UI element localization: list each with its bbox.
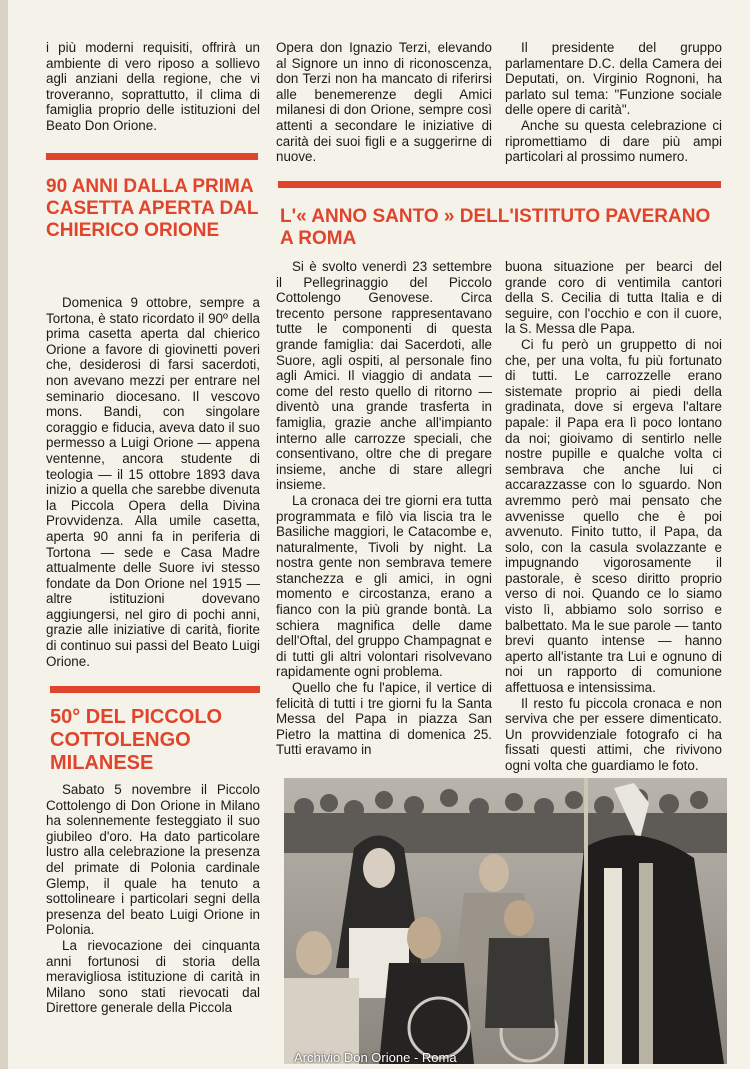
article-body-90-anni <box>46 295 260 669</box>
column-2-continuation <box>276 40 492 165</box>
article-title-50-cottolengo: 50° DEL PICCOLO COTTOLENGO MILANESE <box>50 706 223 774</box>
article-paragraph: Sabato 5 novembre il Piccolo Cottolengo di Don Orione in Milano ha solennemente festeggiato il suo giubileo d'oro. Ha dato particolare lustro alla celebrazione la presenza del primate di Polonia cardinale Glemp, il quale ha tenuto a sottolineare i particolari segni della presenza del beato Luigi Orione in Polonia. <box>46 782 260 938</box>
section-divider <box>50 686 260 693</box>
article-title-90-anni: 90 ANNI DALLA PRIMA CASETTA APERTA DAL CHIERICO ORIONE <box>46 176 259 241</box>
intro-text: i più moderni requisiti, offrirà un ambiente di vero riposo a sollievo agli anziani della regione, che vi troveranno, soprattutto, il clima di famiglia proprio delle istituzioni del Beato Don Orione. <box>46 40 260 133</box>
article-body-50-cottolengo <box>46 782 260 1016</box>
article-paragraph: Si è svolto venerdì 23 settembre il Pellegrinaggio del Piccolo Cottolengo Genovese. Circa trecento persone rappresentavano tutte le componenti di questa grande famiglia: dai Sacerdoti, alle Suore, agli ospiti, al personale fino agli Amici. Il viaggio di andata — come del resto quello di ritorno — diventò una grande trasferta in famiglia, grazie anche all'impianto interno alle carrozze speciali, che consentivano, oltre che di pregare insieme, anche di stare allegri insieme. <box>276 259 492 493</box>
section-divider <box>46 153 258 160</box>
article-body-anno-santo-col2 <box>276 259 492 758</box>
article-paragraph: La cronaca dei tre giorni era tutta programmata e filò via liscia tra le Basiliche maggiori, le Catacombe e, naturalmente, Tivoli by night. La nostra gente non sembrava temere stanchezza e gli amici, in ogni momento e circostanza, erano a fianco con la più grande bontà. La schiera magnifica delle dame dell'Oftal, del gruppo Champagnat e di tutti gli altri volontari risolvevano rapidamente ogni problema. <box>276 492 492 680</box>
section-divider <box>278 181 721 188</box>
photo-caption: Archivio Don Orione - Roma <box>294 1050 457 1065</box>
article-paragraph: La rievocazione dei cinquanta anni fortunosi di storia della meravigliosa istituzione di carità in Milano sono stati rievocati dal Direttore generale della Piccola <box>46 937 260 1016</box>
article-paragraph: Ci fu però un gruppetto di noi che, per una volta, fu più fortunato di tutti. Le carrozzelle erano sistemate proprio ai piedi della gradinata, dove si ergeva l'altare papale: il Papa era lì poco lontano da noi; gioivamo di sentirlo nelle nostre pupille e qualche volta ci sembrava che anche lui ci accarazzasse con lo sguardo. Non avremmo però mai pensato che avvenisse quello che è poi avvenuto. Finito tutto, il Papa, da solo, con la casula svolazzante e impugnando vigorosamente il pastorale, è sceso diritto proprio verso di noi. Quando ce lo siamo visto lì, abbiamo solo sorriso e balbettato. Ma le sue parole — tanto brevi quanto intense — hanno aperto all'istante tra Lui e ognuno di noi un rapporto di comunione affettuosa e intensissima. <box>505 336 722 696</box>
column-3-continuation <box>505 40 722 165</box>
page-edge <box>0 0 8 1069</box>
pilgrimage-photo <box>284 778 727 1064</box>
article-title-anno-santo: L'« ANNO SANTO » DELL'ISTITUTO PAVERANO A ROMA <box>280 206 711 249</box>
photo-illustration <box>284 778 727 1064</box>
article-paragraph: Domenica 9 ottobre, sempre a Tortona, è stato ricordato il 90º della prima casetta aperta dal chierico Orione a favore di giovinetti poveri che, desiderosi di farsi sacerdoti, non avevano mezzi per entrare nel seminario diocesano. Il vescovo mons. Bandi, con singolare coraggio e fiducia, aveva dato il suo permesso a Luigi Orione — appena ventenne, ancora studente di teologia — il 15 ottobre 1893 dava inizio a quella che sarebbe divenuta la Piccola Opera della Divina Provvidenza. Alla umile casetta, aperta 90 anni fa in periferia di Tortona — sede e Casa Madre attualmente delle Suore ivi stesso fondate da Don Orione nel 1915 — altre istituzioni dovevano aggiungersi, nel giro di pochi anni, grazie alle iniziative di carità, fiorite di continuo sui passi del Beato Luigi Orione. <box>46 295 260 669</box>
article-paragraph: Quello che fu l'apice, il vertice di felicità di tutti i tre giorni fu la Santa Messa del Papa in piazza San Pietro la mattina di domenica 25. Tutti eravamo in <box>276 680 492 758</box>
continuation-text: Opera don Ignazio Terzi, elevando al Signore un inno di riconoscenza, don Terzi non ha mancato di riferirsi alle benemerenze degli Amici milanesi di don Orione, sempre così attenti a secondare le iniziative di carità dei suoi figli e a suggerirne di nuove. <box>276 40 492 165</box>
article-paragraph: Il resto fu piccola cronaca e non serviva che per essere dimenticato. Un provvidenziale fotografo ci ha fissati questi attimi, che rivivono ogni volta che guardiamo le foto. <box>505 695 722 773</box>
article-paragraph: buona situazione per bearci del grande coro di ventimila cantori della S. Cecilia di tutta Italia e di seguire, con l'occhio e con il cuore, la S. Messa dle Papa. <box>505 259 722 337</box>
article-paragraph: Il presidente del gruppo parlamentare D.C. della Camera dei Deputati, on. Virginio Rognoni, ha parlato sul tema: "Funzione sociale delle opere di carità". <box>505 40 722 118</box>
article-paragraph: Anche su questa celebrazione ci ripromettiamo di dare più ampi particolari al prossimo numero. <box>505 117 722 165</box>
column-1-intro <box>46 40 260 134</box>
article-body-anno-santo-col3 <box>505 259 722 774</box>
